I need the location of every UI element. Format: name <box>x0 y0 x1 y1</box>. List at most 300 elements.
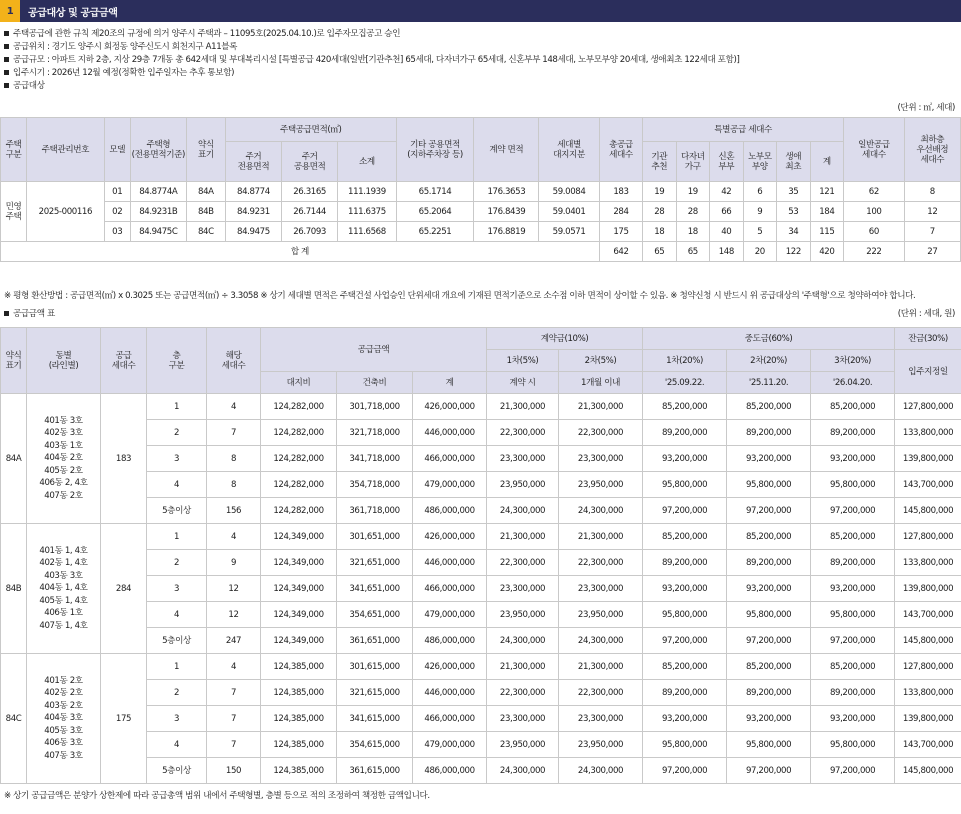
cell-mid-1: 97,200,000 <box>643 628 727 654</box>
unit-label-1: (단위 : ㎡, 세대) <box>897 103 955 113</box>
cell-land-price: 124,282,000 <box>261 446 337 472</box>
cell-sum-price: 479,000,000 <box>413 472 487 498</box>
section-number: 1 <box>0 0 20 22</box>
th-m3s: '26.04.20. <box>811 372 895 394</box>
cell-total: 175 <box>599 222 642 242</box>
cell-s2: 19 <box>676 182 710 202</box>
cell-deposit-1: 23,300,000 <box>487 576 559 602</box>
cell-deposit-2: 23,950,000 <box>559 472 643 498</box>
cell-floor-units: 7 <box>207 706 261 732</box>
cell-deposit-2: 23,950,000 <box>559 732 643 758</box>
cell-units: 284 <box>101 524 147 654</box>
cell-mid-3: 89,200,000 <box>811 680 895 706</box>
supply-price-table <box>0 327 961 784</box>
cell-mid-3: 95,800,000 <box>811 732 895 758</box>
cell-deposit-2: 23,300,000 <box>559 446 643 472</box>
cell-s5: 34 <box>777 222 811 242</box>
cell-build-price: 321,651,000 <box>337 550 413 576</box>
cell-floor-units: 247 <box>207 628 261 654</box>
cell-balance: 145,800,000 <box>895 628 961 654</box>
cell-land: 59.0084 <box>539 182 600 202</box>
th-s6: 계 <box>810 142 844 182</box>
cell-build-price: 341,718,000 <box>337 446 413 472</box>
th-s5: 생애 최초 <box>777 142 811 182</box>
cell-sum-price: 486,000,000 <box>413 758 487 784</box>
cell-s4: 9 <box>743 202 777 222</box>
cell-s2: 18 <box>676 222 710 242</box>
cell-mid-3: 93,200,000 <box>811 576 895 602</box>
th-m1s: '25.09.22. <box>643 372 727 394</box>
cell-floor-units: 12 <box>207 602 261 628</box>
cell-balance: 139,800,000 <box>895 706 961 732</box>
cell-balance: 143,700,000 <box>895 602 961 628</box>
cell-dong: 401동 2호 402동 2호 403동 2호 404동 3호 405동 3호 406동 3호 407동 3호 <box>27 654 101 784</box>
cell-excl: 84.9231 <box>225 202 281 222</box>
cell-build-price: 361,718,000 <box>337 498 413 524</box>
cell-s5: 53 <box>777 202 811 222</box>
cell-floor-units: 7 <box>207 420 261 446</box>
cell-total: 284 <box>599 202 642 222</box>
supply-target-table <box>0 117 961 262</box>
cell-deposit-1: 23,950,000 <box>487 602 559 628</box>
cell-build-price: 301,718,000 <box>337 394 413 420</box>
th-sum: 계 <box>413 372 487 394</box>
cell-balance: 139,800,000 <box>895 576 961 602</box>
th-dong: 동별 (라인별) <box>27 328 101 394</box>
cell-deposit-2: 21,300,000 <box>559 654 643 680</box>
th-abbr: 약식 표기 <box>186 118 225 182</box>
cell-mid-2: 97,200,000 <box>727 628 811 654</box>
cell-balance: 133,800,000 <box>895 550 961 576</box>
cell-general: 60 <box>844 222 905 242</box>
cell-mid-1: 95,800,000 <box>643 732 727 758</box>
cell-s1: 18 <box>643 222 677 242</box>
cell-total-s2: 65 <box>676 242 710 262</box>
cell-mid-3: 93,200,000 <box>811 446 895 472</box>
cell-land-price: 124,349,000 <box>261 602 337 628</box>
cell-mgmt: 2025-000116 <box>26 182 104 242</box>
cell-mid-1: 93,200,000 <box>643 706 727 732</box>
cell-floor: 3 <box>147 446 207 472</box>
cell-s1: 19 <box>643 182 677 202</box>
cell-mid-3: 97,200,000 <box>811 628 895 654</box>
cell-balance: 133,800,000 <box>895 680 961 706</box>
th-bals: 입주지정일 <box>895 350 961 394</box>
cell-mid-3: 95,800,000 <box>811 602 895 628</box>
bullet-icon <box>4 70 9 75</box>
cell-sum-price: 466,000,000 <box>413 446 487 472</box>
cell-deposit-1: 21,300,000 <box>487 654 559 680</box>
cell-mid-2: 93,200,000 <box>727 446 811 472</box>
th-d2: 2차(5%) <box>559 350 643 372</box>
cell-deposit-2: 24,300,000 <box>559 498 643 524</box>
cell-deposit-2: 22,300,000 <box>559 550 643 576</box>
cell-build-price: 341,615,000 <box>337 706 413 732</box>
cell-floor: 4 <box>147 472 207 498</box>
price-note: ※ 상기 공급금액은 분양가 상한제에 따라 공급총액 범위 내에서 주택형별, 층별 등으로 적의 조정하여 책정한 금액입니다. <box>4 791 430 801</box>
cell-floor: 4 <box>147 602 207 628</box>
th-contract: 계약 면적 <box>474 118 539 182</box>
cell-model: 03 <box>104 222 130 242</box>
cell-deposit-1: 24,300,000 <box>487 628 559 654</box>
note-item: 공급규모 : 아파트 지하 2층, 지상 29층 7개동 총 642세대 및 부대복리시설 [특별공급 420세대(일반[기관추천] 65세대, 다자녀가구 65세대, 신혼부부 148세대, 노부모부양 20세대, 생애최초 122세대 포함)] <box>4 54 954 67</box>
cell-mid-2: 89,200,000 <box>727 550 811 576</box>
cell-total-s1: 65 <box>643 242 677 262</box>
cell-deposit-1: 24,300,000 <box>487 498 559 524</box>
table-row <box>1 182 961 202</box>
cell-abbr: 84A <box>1 394 27 524</box>
th-other: 기타 공용면적 (지하주차장 등) <box>396 118 474 182</box>
cell-s1: 28 <box>643 202 677 222</box>
cell-floor: 3 <box>147 706 207 732</box>
th-s2: 다자녀 가구 <box>676 142 710 182</box>
th-deposit: 계약금(10%) <box>487 328 643 350</box>
cell-htype: 84.9231B <box>130 202 186 222</box>
cell-total-s3: 148 <box>710 242 744 262</box>
cell-lowest: 8 <box>904 182 960 202</box>
cell-common: 26.7093 <box>282 222 338 242</box>
cell-s3: 66 <box>710 202 744 222</box>
cell-land-price: 124,385,000 <box>261 680 337 706</box>
cell-floor: 2 <box>147 550 207 576</box>
cell-mid-3: 89,200,000 <box>811 550 895 576</box>
cell-floor-units: 150 <box>207 758 261 784</box>
cell-build-price: 301,651,000 <box>337 524 413 550</box>
th-landp: 대지비 <box>261 372 337 394</box>
cell-mid-3: 97,200,000 <box>811 498 895 524</box>
cell-deposit-2: 21,300,000 <box>559 524 643 550</box>
cell-deposit-1: 24,300,000 <box>487 758 559 784</box>
cell-other: 65.1714 <box>396 182 474 202</box>
cell-s5: 35 <box>777 182 811 202</box>
cell-mid-1: 93,200,000 <box>643 446 727 472</box>
table-row <box>1 524 961 550</box>
cell-total-s5: 122 <box>777 242 811 262</box>
cell-deposit-2: 21,300,000 <box>559 394 643 420</box>
cell-balance: 145,800,000 <box>895 758 961 784</box>
cell-floor: 1 <box>147 524 207 550</box>
cell-mid-3: 97,200,000 <box>811 758 895 784</box>
th-common: 주거 공용면적 <box>282 142 338 182</box>
cell-dong: 401동 3호 402동 3호 403동 1호 404동 2호 405동 2호 406동 2, 4호 407동 2호 <box>27 394 101 524</box>
bullet-icon <box>4 44 9 49</box>
cell-model: 02 <box>104 202 130 222</box>
cell-land-price: 124,385,000 <box>261 706 337 732</box>
cell-build-price: 361,615,000 <box>337 758 413 784</box>
note-item: 입주시기 : 2026년 12월 예정(정확한 입주일자는 추후 통보함) <box>4 67 954 80</box>
cell-deposit-2: 23,300,000 <box>559 706 643 732</box>
th-sub: 소계 <box>338 142 396 182</box>
cell-land-price: 124,385,000 <box>261 654 337 680</box>
cell-common: 26.3165 <box>282 182 338 202</box>
th-build: 건축비 <box>337 372 413 394</box>
bullet-icon <box>4 83 9 88</box>
cell-s4: 5 <box>743 222 777 242</box>
cell-contract: 176.3653 <box>474 182 539 202</box>
th-s3: 신혼 부부 <box>710 142 744 182</box>
cell-excl: 84.9475 <box>225 222 281 242</box>
cell-land-price: 124,349,000 <box>261 576 337 602</box>
cell-sum-price: 486,000,000 <box>413 628 487 654</box>
cell-mid-1: 85,200,000 <box>643 654 727 680</box>
cell-build-price: 354,651,000 <box>337 602 413 628</box>
cell-sum-price: 486,000,000 <box>413 498 487 524</box>
cell-balance: 127,800,000 <box>895 524 961 550</box>
cell-total-lowest: 27 <box>904 242 960 262</box>
cell-mid-1: 97,200,000 <box>643 498 727 524</box>
notes-list <box>4 28 954 93</box>
th-m2: 2차(20%) <box>727 350 811 372</box>
th-lowest: 최하층 우선배정 세대수 <box>904 118 960 182</box>
cell-mid-2: 85,200,000 <box>727 524 811 550</box>
cell-contract: 176.8439 <box>474 202 539 222</box>
th-d2s: 1개월 이내 <box>559 372 643 394</box>
cell-deposit-1: 21,300,000 <box>487 524 559 550</box>
cell-floor: 5층이상 <box>147 628 207 654</box>
table-row <box>1 222 961 242</box>
cell-balance: 133,800,000 <box>895 420 961 446</box>
cell-mid-2: 85,200,000 <box>727 654 811 680</box>
th-excl: 주거 전용면적 <box>225 142 281 182</box>
cell-htype: 84.9475C <box>130 222 186 242</box>
cell-sum-price: 426,000,000 <box>413 524 487 550</box>
cell-mid-2: 95,800,000 <box>727 732 811 758</box>
cell-sum-price: 426,000,000 <box>413 394 487 420</box>
cell-mid-1: 95,800,000 <box>643 602 727 628</box>
th-s4: 노부모 부양 <box>743 142 777 182</box>
cell-floor-units: 4 <box>207 654 261 680</box>
cell-deposit-1: 22,300,000 <box>487 550 559 576</box>
cell-mid-2: 97,200,000 <box>727 498 811 524</box>
cell-s3: 40 <box>710 222 744 242</box>
table-row <box>1 654 961 680</box>
cell-balance: 143,700,000 <box>895 472 961 498</box>
th-type: 주택 구분 <box>1 118 27 182</box>
cell-mid-2: 95,800,000 <box>727 602 811 628</box>
th-bal: 잔금(30%) <box>895 328 961 350</box>
th-m3: 3차(20%) <box>811 350 895 372</box>
cell-excl: 84.8774 <box>225 182 281 202</box>
cell-build-price: 354,718,000 <box>337 472 413 498</box>
cell-floor-units: 7 <box>207 680 261 706</box>
note-item: 주택공급에 관한 규칙 제20조의 규정에 의거 양주시 주택과 – 11095호(2025.04.10.)로 입주자모집공고 승인 <box>4 28 954 41</box>
cell-s3: 42 <box>710 182 744 202</box>
cell-lowest: 7 <box>904 222 960 242</box>
cell-land-price: 124,385,000 <box>261 732 337 758</box>
cell-deposit-2: 22,300,000 <box>559 680 643 706</box>
area-note: ※ 평형 환산방법 : 공급면적(㎡) x 0.3025 또는 공급면적(㎡) ÷ 3.3058 ※ 상기 세대별 면적은 주택건설 사업승인 단위세대 개요에 기재된 면적기준으로 소수점 이하 면적이 상이할 수 있음. ※ 청약신청 시 반드시 위 공급대상의 '주택형'으로 청약하여야 합니다. <box>4 291 916 301</box>
th-general: 일반공급 세대수 <box>844 118 905 182</box>
cell-build-price: 321,615,000 <box>337 680 413 706</box>
cell-deposit-2: 23,300,000 <box>559 576 643 602</box>
cell-floor-units: 12 <box>207 576 261 602</box>
cell-mid-2: 89,200,000 <box>727 680 811 706</box>
cell-sum-price: 446,000,000 <box>413 680 487 706</box>
th-d1s: 계약 시 <box>487 372 559 394</box>
cell-deposit-2: 24,300,000 <box>559 628 643 654</box>
cell-balance: 127,800,000 <box>895 394 961 420</box>
cell-lowest: 12 <box>904 202 960 222</box>
cell-general: 62 <box>844 182 905 202</box>
cell-sum-price: 479,000,000 <box>413 602 487 628</box>
cell-sum-price: 466,000,000 <box>413 576 487 602</box>
th-abbr: 약식 표기 <box>1 328 27 394</box>
th-m1: 1차(20%) <box>643 350 727 372</box>
cell-sub: 111.1939 <box>338 182 396 202</box>
cell-sub: 111.6375 <box>338 202 396 222</box>
cell-mid-1: 95,800,000 <box>643 472 727 498</box>
cell-sub: 111.6568 <box>338 222 396 242</box>
cell-floor-units: 7 <box>207 732 261 758</box>
th-htype: 주택형 (전용면적기준) <box>130 118 186 182</box>
cell-mid-2: 93,200,000 <box>727 706 811 732</box>
cell-total-general: 222 <box>844 242 905 262</box>
th-fu: 해당 세대수 <box>207 328 261 394</box>
cell-units: 175 <box>101 654 147 784</box>
cell-floor-units: 8 <box>207 472 261 498</box>
th-floor: 층 구분 <box>147 328 207 394</box>
cell-floor: 2 <box>147 420 207 446</box>
th-area: 주택공급면적(㎡) <box>225 118 396 142</box>
cell-sum-price: 466,000,000 <box>413 706 487 732</box>
cell-floor: 5층이상 <box>147 498 207 524</box>
bullet-icon <box>4 311 9 316</box>
cell-land: 59.0401 <box>539 202 600 222</box>
cell-s6: 184 <box>810 202 844 222</box>
cell-dong: 401동 1, 4호 402동 1, 4호 403동 3호 404동 1, 4호 405동 1, 4호 406동 1호 407동 1, 4호 <box>27 524 101 654</box>
cell-deposit-1: 22,300,000 <box>487 420 559 446</box>
bullet-icon <box>4 31 9 36</box>
cell-floor-units: 8 <box>207 446 261 472</box>
th-mid: 중도금(60%) <box>643 328 895 350</box>
cell-land-price: 124,349,000 <box>261 550 337 576</box>
cell-mid-3: 85,200,000 <box>811 394 895 420</box>
cell-floor: 3 <box>147 576 207 602</box>
cell-mid-2: 93,200,000 <box>727 576 811 602</box>
note-item: 공급대상 <box>4 80 954 93</box>
cell-land-price: 124,282,000 <box>261 498 337 524</box>
cell-deposit-1: 23,950,000 <box>487 732 559 758</box>
cell-model: 01 <box>104 182 130 202</box>
cell-deposit-1: 23,300,000 <box>487 446 559 472</box>
cell-build-price: 354,615,000 <box>337 732 413 758</box>
cell-mid-1: 89,200,000 <box>643 420 727 446</box>
cell-balance: 143,700,000 <box>895 732 961 758</box>
cell-sum-price: 426,000,000 <box>413 654 487 680</box>
cell-mid-3: 85,200,000 <box>811 524 895 550</box>
cell-abbr: 84B <box>1 524 27 654</box>
cell-deposit-1: 23,300,000 <box>487 706 559 732</box>
cell-htype: 84.8774A <box>130 182 186 202</box>
price-section-title: 공급금액 표 <box>4 307 55 319</box>
cell-mid-1: 85,200,000 <box>643 394 727 420</box>
cell-total-label: 합 계 <box>1 242 600 262</box>
th-model: 모델 <box>104 118 130 182</box>
unit-label-2: (단위 : 세대, 원) <box>897 309 955 319</box>
cell-floor-units: 4 <box>207 394 261 420</box>
cell-floor-units: 4 <box>207 524 261 550</box>
cell-land-price: 124,349,000 <box>261 628 337 654</box>
cell-mid-1: 89,200,000 <box>643 550 727 576</box>
cell-mid-2: 89,200,000 <box>727 420 811 446</box>
th-price: 공급금액 <box>261 328 487 372</box>
table-row <box>1 202 961 222</box>
cell-deposit-1: 22,300,000 <box>487 680 559 706</box>
cell-mid-1: 89,200,000 <box>643 680 727 706</box>
cell-general: 100 <box>844 202 905 222</box>
cell-floor-units: 9 <box>207 550 261 576</box>
cell-land-price: 124,282,000 <box>261 472 337 498</box>
th-m2s: '25.11.20. <box>727 372 811 394</box>
cell-units: 183 <box>101 394 147 524</box>
cell-build-price: 321,718,000 <box>337 420 413 446</box>
cell-deposit-1: 21,300,000 <box>487 394 559 420</box>
th-s1: 기관 추천 <box>643 142 677 182</box>
cell-floor: 2 <box>147 680 207 706</box>
cell-common: 26.7144 <box>282 202 338 222</box>
th-d1: 1차(5%) <box>487 350 559 372</box>
cell-floor: 4 <box>147 732 207 758</box>
cell-other: 65.2064 <box>396 202 474 222</box>
cell-land-price: 124,349,000 <box>261 524 337 550</box>
cell-deposit-1: 23,950,000 <box>487 472 559 498</box>
cell-floor: 1 <box>147 654 207 680</box>
cell-build-price: 301,615,000 <box>337 654 413 680</box>
cell-mid-3: 85,200,000 <box>811 654 895 680</box>
th-total: 총공급 세대수 <box>599 118 642 182</box>
section-title: 공급대상 및 공급금액 <box>28 7 118 19</box>
cell-contract: 176.8819 <box>474 222 539 242</box>
cell-s6: 115 <box>810 222 844 242</box>
cell-mid-1: 93,200,000 <box>643 576 727 602</box>
cell-balance: 127,800,000 <box>895 654 961 680</box>
cell-type: 민영 주택 <box>1 182 27 242</box>
th-mgmt: 주택관리번호 <box>26 118 104 182</box>
cell-abbr: 84A <box>186 182 225 202</box>
th-land: 세대별 대지지분 <box>539 118 600 182</box>
cell-total: 183 <box>599 182 642 202</box>
cell-abbr: 84B <box>186 202 225 222</box>
cell-land: 59.0571 <box>539 222 600 242</box>
cell-mid-3: 89,200,000 <box>811 420 895 446</box>
cell-deposit-2: 24,300,000 <box>559 758 643 784</box>
cell-mid-1: 85,200,000 <box>643 524 727 550</box>
cell-s6: 121 <box>810 182 844 202</box>
cell-mid-3: 95,800,000 <box>811 472 895 498</box>
cell-land-price: 124,282,000 <box>261 420 337 446</box>
section-header <box>0 0 961 22</box>
cell-sum-price: 446,000,000 <box>413 420 487 446</box>
cell-other: 65.2251 <box>396 222 474 242</box>
cell-floor: 1 <box>147 394 207 420</box>
th-units: 공급 세대수 <box>101 328 147 394</box>
cell-s2: 28 <box>676 202 710 222</box>
cell-mid-2: 85,200,000 <box>727 394 811 420</box>
cell-sum-price: 479,000,000 <box>413 732 487 758</box>
table-row <box>1 394 961 420</box>
cell-mid-2: 97,200,000 <box>727 758 811 784</box>
th-special: 특별공급 세대수 <box>643 118 844 142</box>
cell-build-price: 341,651,000 <box>337 576 413 602</box>
cell-total-s6: 420 <box>810 242 844 262</box>
total-row <box>1 242 961 262</box>
cell-abbr: 84C <box>1 654 27 784</box>
cell-mid-3: 93,200,000 <box>811 706 895 732</box>
bullet-icon <box>4 57 9 62</box>
cell-abbr: 84C <box>186 222 225 242</box>
cell-mid-1: 97,200,000 <box>643 758 727 784</box>
cell-floor-units: 156 <box>207 498 261 524</box>
